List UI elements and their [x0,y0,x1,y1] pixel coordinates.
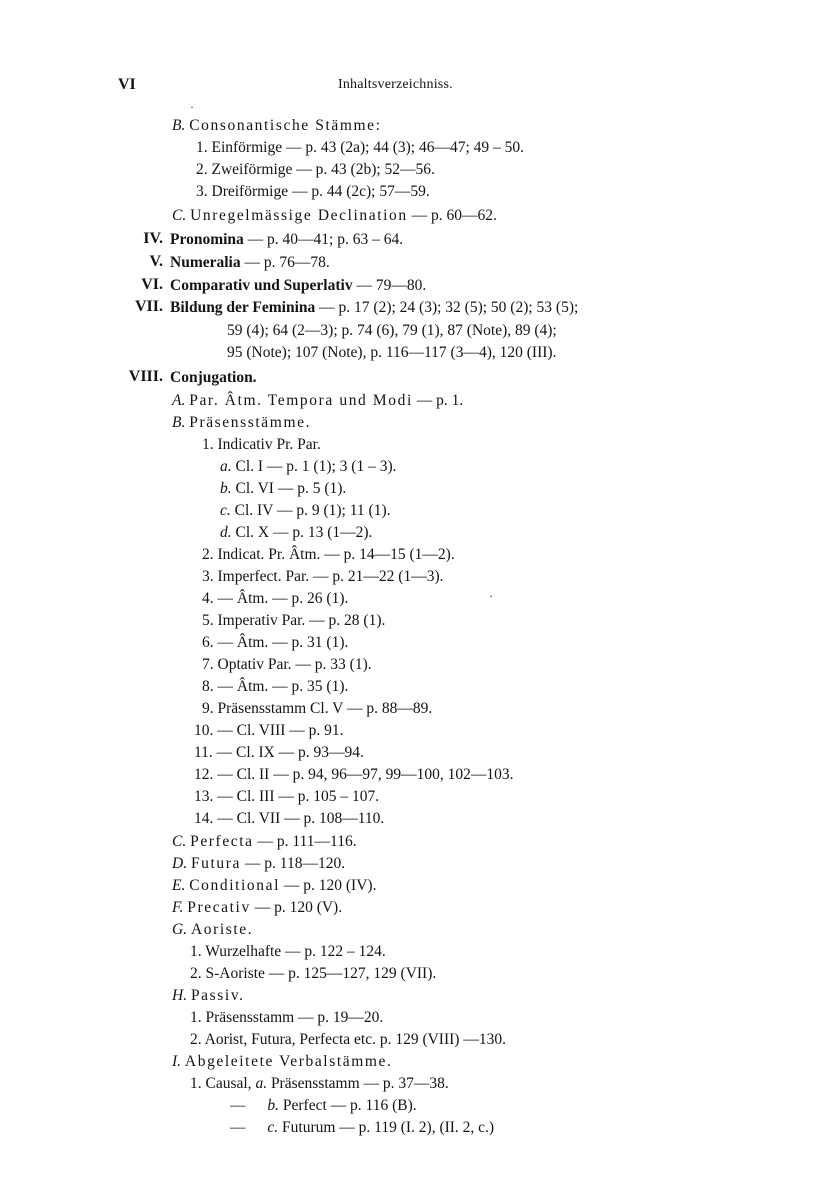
entry-b-1d [220,523,372,543]
entry-i-1 [190,1074,449,1094]
entry-title: Passiv. [190,987,245,1004]
sub-text: Präsensstamm — p. 37—38. [267,1075,449,1092]
entry-b-3: 3. Imperfect. Par. — p. 21—22 (1—3). [202,568,444,585]
entry-b-7: 7. Optativ Par. — p. 33 (1). [202,656,372,673]
entry-title: Precativ [187,899,251,916]
entry-iv [170,230,403,250]
entry-b-9: 9. Präsensstamm Cl. V — p. 88—89. [202,700,433,717]
entry-title: Präsensstämme. [189,414,312,431]
entry-pages: — p. 76—78. [240,254,330,271]
entry-a [172,391,463,411]
entry-b-cons-2: 2. Zweiförmige — p. 43 (2b); 52—56. [196,161,435,178]
entry-h-1: 1. Präsensstamm — p. 19—20. [190,1009,384,1026]
entry-title: Aoriste. [190,921,254,938]
sub-letter: b. [267,1097,279,1114]
entry-pages: — p. 111—116. [253,833,357,850]
roman-numeral-v: V. [149,253,163,270]
entry-g-aoriste [172,920,253,940]
entry-b [172,413,311,433]
entry-letter: C. [172,833,187,850]
entry-letter: I. [172,1053,182,1070]
entry-b-4: 4. — Âtm. — p. 26 (1). [202,590,349,607]
entry-pages: — p. 120 (V). [250,899,343,916]
entry-i-derived [172,1052,393,1072]
sub-text: Cl. I — p. 1 (1); 3 (1 – 3). [231,458,397,475]
entry-d-futura [172,854,345,874]
entry-title: Conditional [189,877,281,894]
entry-b-6: 6. — Âtm. — p. 31 (1). [202,634,349,651]
entry-letter: D. [172,855,188,872]
entry-title: Consonantische Stämme: [189,117,382,134]
sub-letter: a. [255,1075,268,1092]
running-title: Inhaltsverzeichniss. [338,77,453,92]
entry-i-1b [230,1096,417,1116]
entry-letter: A. [172,392,186,409]
ditto-dash: — [230,1119,246,1136]
sub-text: Cl. X — p. 13 (1—2). [231,524,373,541]
sub-letter: c. [220,502,231,519]
entry-b-8: 8. — Âtm. — p. 35 (1). [202,678,349,695]
entry-b-cons-1: 1. Einförmige — p. 43 (2a); 44 (3); 46—47; 49 – 50. [196,139,525,156]
ink-speck: · [489,589,493,603]
entry-vii-line3: 95 (Note); 107 (Note), p. 116—117 (3—4), 120 (III). [227,344,557,361]
ditto-dash: — [230,1097,246,1114]
entry-b-13: 13. — Cl. III — p. 105 – 107. [194,788,380,805]
entry-pages: — 79—80. [352,277,427,294]
entry-letter: H. [172,987,188,1004]
entry-letter: B. [172,414,186,431]
entry-title: Comparativ und Superlativ [170,277,353,294]
sub-text: Futurum — p. 119 (I. 2), (II. 2, c.) [278,1119,495,1136]
sub-text: Cl. IV — p. 9 (1); 11 (1). [230,502,391,519]
entry-b-11: 11. — Cl. IX — p. 93—94. [194,744,364,761]
entry-b-cons-3: 3. Dreiförmige — p. 44 (2c); 57—59. [196,183,430,200]
entry-pages: — p. 118—120. [241,855,346,872]
entry-h-passiv [172,986,245,1006]
entry-b-14: 14. — Cl. VII — p. 108—110. [194,810,385,827]
entry-letter: E. [172,877,186,894]
entry-vii-line1 [170,298,578,318]
entry-b-2: 2. Indicat. Pr. Âtm. — p. 14—15 (1—2). [202,546,455,563]
entry-title: Pronomina [170,231,244,248]
entry-e-conditional [172,876,376,896]
entry-vi [170,276,426,296]
entry-v [170,253,330,273]
sub-letter: d. [220,524,232,541]
entry-b-1b [220,479,346,499]
entry-b-consonantal [172,116,382,136]
entry-c-irregular [172,206,497,226]
entry-title: Futura [190,855,242,872]
entry-prefix: 1. Causal, [190,1075,256,1092]
entry-b-1c [220,501,391,521]
sub-text: Cl. VI — p. 5 (1). [231,480,347,497]
sub-text: Perfect — p. 116 (B). [279,1097,417,1114]
entry-letter: F. [172,899,184,916]
entry-letter: C. [172,207,187,224]
entry-title: Par. Âtm. Tempora und Modi [189,392,413,409]
page-number: VI [118,76,136,93]
entry-title: Numeralia [170,254,241,271]
entry-pages: — p. 1. [412,392,464,409]
entry-title: Perfecta [190,833,254,850]
entry-title: Bildung der Feminina [170,299,316,316]
entry-title: Abgeleitete Verbalstämme. [184,1053,393,1070]
roman-numeral-vi: VI. [141,276,163,293]
entry-pages: — p. 17 (2); 24 (3); 32 (5); 50 (2); 53 (5); [315,299,579,316]
roman-numeral-viii: VIII. [128,368,163,385]
entry-h-2: 2. Aorist, Futura, Perfecta etc. p. 129 (VIII) —130. [190,1031,506,1048]
sub-letter: a. [220,458,232,475]
entry-b-1: 1. Indicativ Pr. Par. [202,436,321,453]
entry-b-12: 12. — Cl. II — p. 94, 96—97, 99—100, 102—103. [194,766,514,783]
entry-g-1: 1. Wurzelhafte — p. 122 – 124. [190,943,386,960]
entry-letter: G. [172,921,188,938]
entry-c-perfecta [172,832,357,852]
entry-g-2: 2. S-Aoriste — p. 125—127, 129 (VII). [190,965,437,982]
entry-pages: — p. 40—41; p. 63 – 64. [243,231,404,248]
entry-b-5: 5. Imperativ Par. — p. 28 (1). [202,612,386,629]
entry-vii-line2: 59 (4); 64 (2—3); p. 74 (6), 79 (1), 87 (Note), 89 (4); [227,322,557,339]
sub-letter: b. [220,480,232,497]
sub-letter: c. [267,1119,279,1136]
roman-numeral-vii: VII. [134,298,163,315]
entry-pages: — p. 120 (IV). [280,877,377,894]
entry-b-1a [220,457,397,477]
entry-title: Unregelmässige Declination [190,207,408,224]
entry-letter: B. [172,117,186,134]
roman-numeral-iv: IV. [143,230,163,247]
entry-pages: — p. 60—62. [407,207,497,224]
ink-speck: · [190,100,194,114]
entry-i-1c [230,1118,494,1138]
entry-b-10: 10. — Cl. VIII — p. 91. [194,722,344,739]
page-header [118,76,738,98]
entry-viii-title: Conjugation. [170,369,257,386]
entry-f-precativ [172,898,342,918]
